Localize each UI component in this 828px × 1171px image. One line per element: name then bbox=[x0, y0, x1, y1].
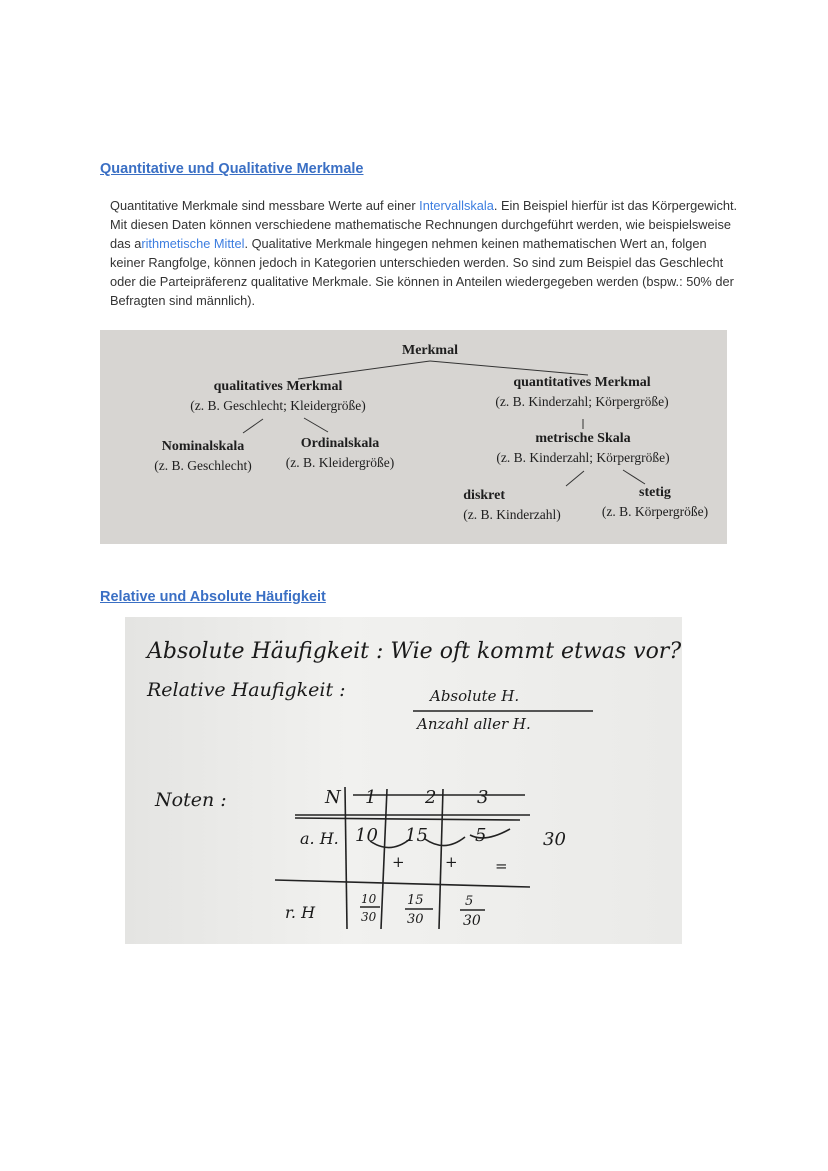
node-title: metrische Skala bbox=[535, 431, 631, 446]
plus-1: + bbox=[392, 853, 405, 871]
text: . Qualitative Merkmale hingegen nehmen keinen mathematischen Wert an, folgen keiner Rangfolge, können jedoch in Kategorien unterschieden werden. So sind zum Beispiel das Geschlecht oder die Parteipräferenz qualitative Merkmale. Sie können in Anteilen wiedergegeben werden (bspw.: 50% der Befragten sind männlich). bbox=[110, 236, 734, 308]
rel-1-num: 10 bbox=[361, 892, 377, 906]
header-2: 2 bbox=[425, 787, 437, 808]
node-example: (z. B. Geschlecht; Kleidergröße) bbox=[190, 398, 366, 413]
merkmal-diagram bbox=[100, 330, 727, 544]
node-example: (z. B. Kinderzahl; Körpergröße) bbox=[495, 394, 669, 409]
rel-label: r. H bbox=[285, 903, 316, 922]
node-title: quantitatives Merkmal bbox=[513, 375, 651, 390]
text: Quantitative Merkmale sind messbare Werte auf einer bbox=[110, 198, 420, 213]
rel-3-num: 5 bbox=[465, 894, 474, 909]
node-stetig bbox=[602, 483, 708, 521]
fraction-denominator: Anzahl aller H. bbox=[417, 715, 531, 733]
node-quantitativ bbox=[495, 373, 668, 411]
abs-total: 30 bbox=[543, 829, 566, 850]
abs-2: 15 bbox=[405, 825, 428, 846]
rel-2-den: 30 bbox=[407, 912, 424, 927]
node-ordinal bbox=[286, 434, 394, 472]
noten-label: Noten : bbox=[155, 789, 227, 811]
node-nominal bbox=[154, 437, 251, 475]
equals: = bbox=[495, 857, 508, 875]
text: . Ein Beispiel hierfür ist das Körpergewicht. Mit diesen Daten können verschiedene mathematische Rechnungen durchgeführt werden, wie beispielsweise das bbox=[110, 198, 738, 251]
abs-3: 5 bbox=[475, 825, 487, 846]
section-title-haeufigkeit: Relative und Absolute Häufigkeit bbox=[100, 589, 326, 605]
abs-1: 10 bbox=[355, 825, 378, 846]
node-metrisch bbox=[496, 429, 669, 467]
node-title: Nominalskala bbox=[161, 439, 245, 454]
intro-paragraph bbox=[110, 196, 740, 310]
node-example: (z. B. Kinderzahl) bbox=[463, 507, 561, 522]
header-3: 3 bbox=[477, 787, 489, 808]
node-example: (z. B. Geschlecht) bbox=[154, 458, 252, 473]
header-n: N bbox=[325, 787, 341, 808]
handwritten-notes-photo bbox=[125, 617, 682, 944]
node-example: (z. B. Kleidergröße) bbox=[285, 455, 395, 470]
rel-3-den: 30 bbox=[463, 913, 481, 929]
text: a bbox=[134, 236, 142, 251]
definition-relative: Relative Haufigkeit : bbox=[147, 679, 346, 701]
node-title: Ordinalskala bbox=[300, 436, 380, 451]
node-title: Merkmal bbox=[402, 343, 458, 358]
node-title: stetig bbox=[639, 485, 671, 500]
plus-2: + bbox=[445, 853, 458, 871]
node-merkmal bbox=[402, 341, 458, 360]
fraction-numerator: Absolute H. bbox=[430, 687, 520, 705]
node-example: (z. B. Körpergröße) bbox=[601, 504, 709, 519]
node-diskret bbox=[463, 486, 560, 524]
rel-1-den: 30 bbox=[361, 910, 377, 924]
node-title: qualitatives Merkmal bbox=[213, 379, 343, 394]
abs-label: a. H. bbox=[300, 829, 339, 848]
node-title: diskret bbox=[463, 488, 506, 503]
header-1: 1 bbox=[365, 787, 377, 808]
node-qualitativ bbox=[190, 377, 366, 415]
link-intervallskala[interactable]: Intervallskala bbox=[419, 198, 494, 213]
link-arithmetisches-mittel[interactable]: rithmetische Mittel bbox=[141, 236, 245, 251]
section-title-merkmale: Quantitative und Qualitative Merkmale bbox=[100, 161, 364, 177]
definition-absolute: Absolute Häufigkeit : Wie oft kommt etwas vor? bbox=[147, 639, 682, 664]
node-example: (z. B. Kinderzahl; Körpergröße) bbox=[496, 450, 670, 465]
table-lines bbox=[125, 617, 682, 944]
rel-2-num: 15 bbox=[407, 893, 424, 908]
